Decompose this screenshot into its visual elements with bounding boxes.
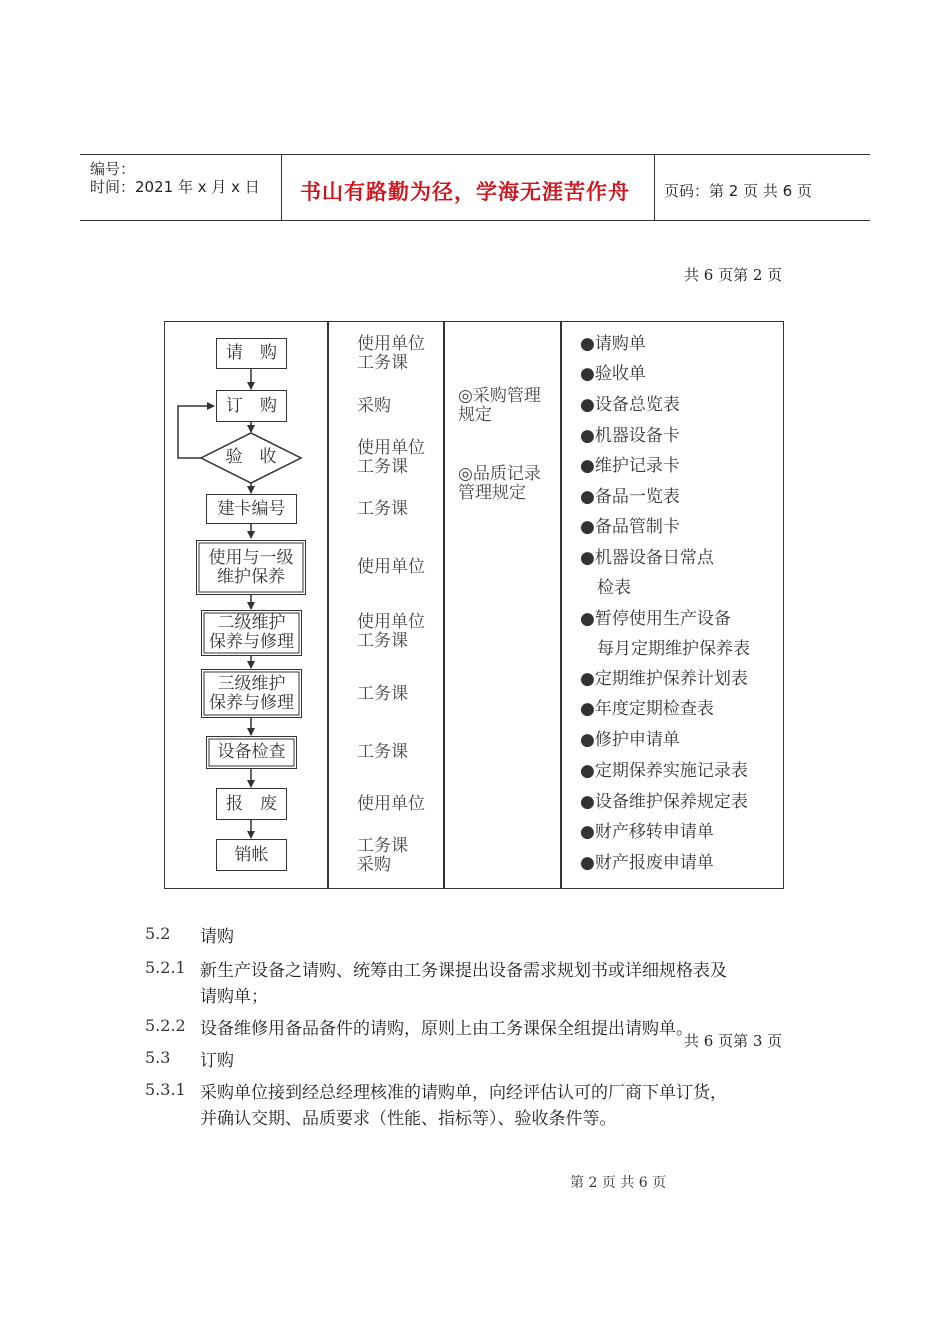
step-requisition: 请 购 (216, 338, 287, 369)
step-write-off: 销帐 (216, 839, 287, 871)
form-item: ●年度定期检查表 (580, 699, 714, 719)
section-heading: 请购 (200, 927, 234, 947)
form-item: ●设备总览表 (580, 395, 680, 415)
step-use-first-level: 使用与一级 维护保养 (196, 540, 306, 595)
form-item: ●定期保养实施记录表 (580, 761, 748, 781)
step-third-level: 三级维护 保养与修理 (201, 669, 302, 718)
paragraph-line: 新生产设备之请购、统筹由工务课提出设备需求规划书或详细规格表及 (200, 961, 727, 981)
paragraph-line: 采购单位接到经总经理核准的请购单，向经评估认可的厂商下单订货， (200, 1083, 727, 1103)
responsible-third-level: 工务课 (357, 684, 408, 704)
section-number: 5.3.1 (145, 1080, 186, 1099)
form-item: ●财产移转申请单 (580, 822, 714, 842)
paragraph-line: 并确认交期、品质要求（性能、指标等）、验收条件等。 (200, 1109, 617, 1129)
responsible-write-off: 工务课 采购 (357, 836, 408, 875)
section-number: 5.2.2 (145, 1016, 186, 1035)
responsible-first-level: 使用单位 (357, 557, 425, 577)
responsible-second-level: 使用单位 工务课 (357, 612, 425, 651)
form-item: ●修护申请单 (580, 730, 680, 750)
form-item: ●备品管制卡 (580, 517, 680, 537)
section-number: 5.2.1 (145, 958, 186, 977)
step-equipment-check: 设备检查 (206, 736, 297, 769)
section-heading: 订购 (200, 1051, 234, 1071)
step-scrap: 报 废 (216, 788, 287, 820)
form-item: ●机器设备日常点 (580, 548, 714, 568)
form-item: ●验收单 (580, 364, 646, 384)
header-time-label: 时间：2021 年 x 月 x 日 (90, 178, 260, 196)
responsible-card-numbering: 工务课 (357, 499, 408, 519)
responsible-inspection: 使用单位 工务课 (357, 438, 425, 477)
header-number-label: 编号： (90, 160, 136, 178)
step-order: 订 购 (216, 390, 287, 422)
responsible-equipment-check: 工务课 (357, 742, 408, 762)
form-item: ●机器设备卡 (580, 426, 680, 446)
form-item: ●请购单 (580, 334, 646, 354)
form-item: ●财产报废申请单 (580, 853, 714, 873)
form-item: ●暂停使用生产设备 (580, 609, 731, 629)
header-motto: 书山有路勤为径，学海无涯苦作舟 (300, 180, 630, 204)
form-item: ●设备维护保养规定表 (580, 792, 748, 812)
page-marker-overlap: 共 6 页第 3 页 (684, 1032, 783, 1050)
page-marker-top: 共 6 页第 2 页 (684, 266, 783, 284)
header-page-label: 页码：第 2 页 共 6 页 (664, 182, 812, 200)
paragraph-line: 设备维修用备品备件的请购，原则上由工务课保全组提出请购单。 (200, 1019, 693, 1039)
section-number: 5.3 (145, 1048, 171, 1067)
form-item: ●备品一览表 (580, 487, 680, 507)
responsible-requisition: 使用单位 工务课 (357, 334, 425, 373)
section-number: 5.2 (145, 924, 171, 943)
responsible-order: 采购 (357, 396, 391, 416)
form-item: ●定期维护保养计划表 (580, 669, 748, 689)
step-inspection: 验 收 (225, 447, 277, 467)
step-card-numbering: 建卡编号 (206, 494, 297, 524)
form-item: ●维护记录卡 (580, 456, 680, 476)
page-footer: 第 2 页 共 6 页 (570, 1175, 667, 1191)
standard-purchasing: ◎采购管理 规定 (458, 386, 541, 425)
form-item: 每月定期维护保养表 (580, 639, 750, 659)
standard-quality-records: ◎品质记录 管理规定 (458, 464, 541, 503)
form-item: 检表 (580, 578, 631, 598)
paragraph-line: 请购单； (200, 987, 268, 1007)
responsible-scrap: 使用单位 (357, 794, 425, 814)
step-second-level: 二级维护 保养与修理 (201, 610, 302, 656)
